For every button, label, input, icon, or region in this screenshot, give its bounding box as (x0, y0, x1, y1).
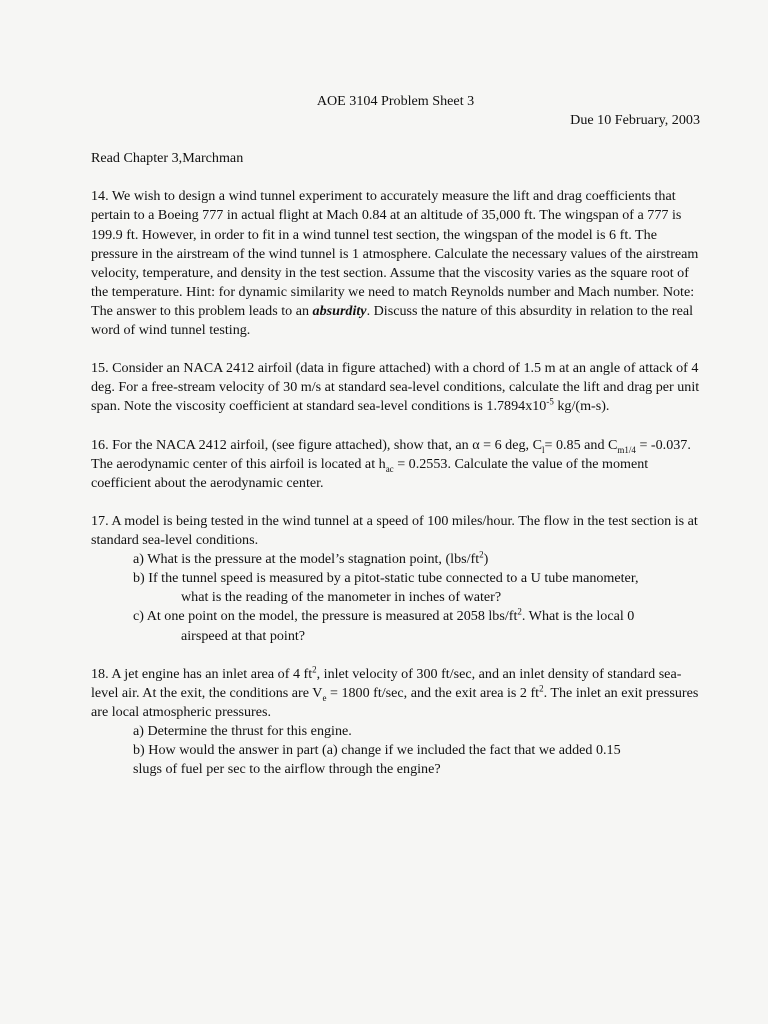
problem-18-t1: 18. A jet engine has an inlet area of 4 ft (91, 665, 313, 682)
problem-14-text-a: 14. We wish to design a wind tunnel experiment to accurately measure the lift and drag coefficients that pertain to a Boeing 777 in actual flight at Mach 0.84 at an altitude of 35,000 ft. The wingspan of a 777 is 199.9 ft. However, in order to fit in a wind tunnel test section, the wingspan of the model is 6 ft. The pressure in the airstream of the wind tunnel is 1 atmosphere. Calculate the necessary values of the airstream velocity, temperature, and density in the test section. Assume that the viscosity varies as the square root of the temperature. Hint: for dynamic similarity we need to match Reynolds number and Mach number. Note: The answer to this problem leads to an (91, 188, 699, 319)
problem-15-text-a: 15. Consider an NACA 2412 airfoil (data in figure attached) with a chord of 1.5 m at an angle of attack of 4 deg. For a free-stream velocity of 30 m/s at standard sea-level conditions, calculate the lift and drag per unit span. Note the viscosity coefficient at standard sea-level conditions is 1.7894x10 (91, 360, 700, 415)
problem-17-part-c-cont: airspeed at that point? (181, 627, 306, 644)
problem-18-intro (91, 665, 700, 722)
problem-18-sub1: e (322, 692, 327, 703)
problem-17-a-end: ) (483, 551, 489, 568)
problem-14 (91, 187, 700, 340)
problem-18-t4: . The inlet an exit pressures are local atmospheric pressures. (91, 684, 699, 720)
problem-18-sup1: 2 (312, 664, 317, 675)
reading-assignment: Read Chapter 3,Marchman (91, 150, 244, 167)
problem-18-t3: = 1800 ft/sec, and the exit area is 2 ft (326, 684, 540, 701)
problem-17-part-b: b) If the tunnel speed is measured by a pitot-static tube connected to a U tube manometer, (133, 570, 639, 587)
problem-16-t1: 16. For the NACA 2412 airfoil, (see figure attached), show that, an α = 6 deg, C (91, 436, 542, 453)
problem-18-part-b-cont: slugs of fuel per sec to the airflow through the engine? (133, 761, 441, 778)
sheet-title: AOE 3104 Problem Sheet 3 (316, 93, 475, 109)
problem-17-a-sup: 2 (479, 549, 484, 560)
due-date: Due 10 February, 2003 (570, 112, 700, 129)
problem-16-t4: = 0.2553. Calculate the value of the moment coefficient about the aerodynamic center. (91, 455, 649, 491)
problem-18 (91, 665, 700, 780)
problem-18-part-a: a) Determine the thrust for this engine. (133, 723, 352, 739)
problem-15 (91, 359, 700, 416)
problem-14-text-b: . Discuss the nature of this absurdity in relation to the real word of wind tunnel testing. (91, 302, 694, 339)
problem-16 (91, 436, 700, 493)
problem-18-t2: , inlet velocity of 300 ft/sec, and an inlet density of standard sea-level air. At the exit, the conditions are V (91, 665, 682, 701)
problem-17-c-sup: 2 (517, 606, 522, 617)
problem-16-t2: = 0.85 and C (544, 436, 618, 453)
problem-16-s2: m1/4 (617, 444, 636, 455)
problem-17-part-a (91, 550, 700, 569)
problem-17-c-end: . What is the local 0 (521, 608, 635, 625)
problem-16-t3: = -0.037. The aerodynamic center of this airfoil is located at h (91, 436, 691, 472)
problem-17-part-c (91, 607, 700, 626)
problem-14-emphasis: absurdity (312, 302, 367, 319)
problem-15-text-b: kg/(m-s). (553, 398, 610, 415)
problem-17-c-text: c) At one point on the model, the pressure is measured at 2058 lbs/ft (133, 608, 518, 625)
problem-15-exponent: -5 (546, 396, 554, 407)
problem-18-sup2: 2 (539, 683, 544, 694)
problem-16-s1: l (541, 444, 545, 455)
problem-16-s3: ac (385, 463, 394, 474)
problem-17 (91, 512, 700, 646)
problem-18-part-b: b) How would the answer in part (a) change if we included the fact that we added 0.15 (133, 742, 621, 759)
problem-17-a-text: a) What is the pressure at the model’s stagnation point, (lbs/ft (133, 551, 480, 568)
problem-17-intro: 17. A model is being tested in the wind tunnel at a speed of 100 miles/hour. The flow in the test section is at standard sea-level conditions. (91, 512, 698, 549)
problem-17-part-b-cont: what is the reading of the manometer in inches of water? (181, 589, 502, 606)
